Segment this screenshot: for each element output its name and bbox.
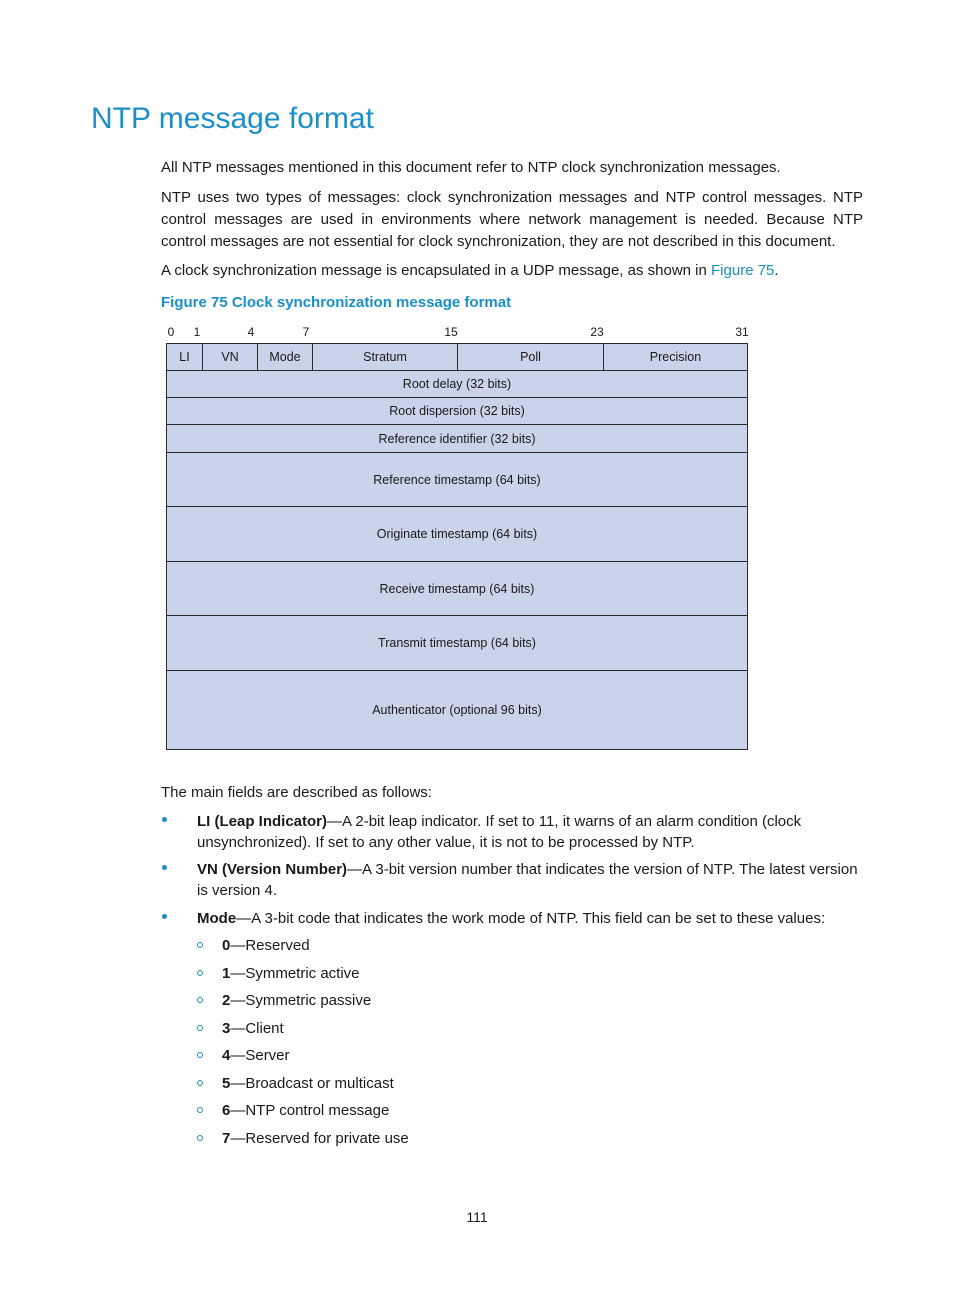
stratum-field: Stratum — [313, 344, 458, 370]
originate-timestamp-field: Originate timestamp (64 bits) — [376, 527, 538, 541]
bit-number: 1 — [193, 325, 201, 339]
encapsulation-period: . — [774, 262, 779, 279]
mode-description: —Symmetric passive — [230, 992, 372, 1009]
authenticator-row — [167, 671, 747, 749]
bullet-dot-icon — [162, 914, 167, 919]
receive-timestamp-row — [167, 562, 747, 616]
bullet-text: —A 3-bit version number that indicates the version of NTP. The latest version is version 4. — [197, 861, 858, 899]
mode-code: 4 — [222, 1047, 231, 1064]
figure-75-link[interactable]: Figure 75 — [711, 262, 775, 279]
page-number: 111 — [466, 1209, 488, 1225]
circle-bullet-icon — [197, 997, 203, 1003]
bit-number: 31 — [735, 325, 749, 339]
root-delay-field: Root delay (32 bits) — [402, 377, 512, 391]
precision-field: Precision — [649, 350, 702, 364]
root-delay-row — [167, 371, 747, 398]
mode-description: —Broadcast or multicast — [230, 1075, 394, 1092]
message-format-diagram — [166, 343, 748, 750]
bit-number: 15 — [444, 325, 458, 339]
bullet-term: VN (Version Number) — [197, 861, 348, 878]
mode-code: 7 — [222, 1130, 231, 1147]
mode-description: —Symmetric active — [230, 965, 360, 982]
root-dispersion-field: Root dispersion (32 bits) — [389, 404, 525, 418]
intro-paragraph: All NTP messages mentioned in this document refer to NTP clock synchronization messages. — [161, 159, 781, 176]
bullet-text: —A 3-bit code that indicates the work mode of NTP. This field can be set to these values: — [236, 910, 826, 927]
mode-description: —Client — [230, 1020, 284, 1037]
bit-number: 23 — [590, 325, 604, 339]
message-types-paragraph: NTP uses two types of messages: clock synchronization messages and NTP control messages. NTP control messages are used in environments where network management is needed. Because NTP control messages are not essential for clock synchronization, they are not described in this document. — [161, 189, 863, 250]
figure-caption: Figure 75 Clock synchronization message format — [161, 294, 512, 311]
root-dispersion-row — [167, 398, 747, 425]
circle-bullet-icon — [197, 1107, 203, 1113]
authenticator-field: Authenticator (optional 96 bits) — [372, 703, 542, 717]
encapsulation-paragraph — [161, 260, 863, 282]
receive-timestamp-field: Receive timestamp (64 bits) — [379, 581, 535, 596]
circle-bullet-icon — [197, 970, 203, 976]
mode-description: —Reserved for private use — [230, 1130, 409, 1147]
poll-field: Poll — [458, 344, 604, 370]
reference-identifier-field: Reference identifier (32 bits) — [378, 431, 536, 446]
bullet-text: —A 2-bit leap indicator. If set to 11, it warns of an alarm condition (clock unsynchronized). If set to any other value, it is not to be processed by NTP. — [197, 813, 802, 851]
mode-description: —Server — [230, 1047, 290, 1064]
reference-timestamp-row — [167, 453, 747, 507]
circle-bullet-icon — [197, 1052, 203, 1058]
bullet-term: LI (Leap Indicator) — [197, 813, 328, 830]
reference-identifier-row — [167, 425, 747, 453]
mode-description: —Reserved — [230, 937, 310, 954]
mode-code: 3 — [222, 1020, 231, 1037]
circle-bullet-icon — [197, 1135, 203, 1141]
bullet-dot-icon — [162, 865, 167, 870]
vn-field: VN — [203, 344, 258, 370]
bit-number: 0 — [167, 325, 175, 339]
mode-description: —NTP control message — [230, 1102, 390, 1119]
circle-bullet-icon — [197, 942, 203, 948]
encapsulation-text: A clock synchronization message is encapsulated in a UDP message, as shown in — [161, 262, 712, 279]
mode-code: 5 — [222, 1075, 231, 1092]
transmit-timestamp-field: Transmit timestamp (64 bits) — [378, 636, 536, 650]
circle-bullet-icon — [197, 1025, 203, 1031]
li-field: LI — [167, 344, 203, 370]
mode-code: 0 — [222, 937, 231, 954]
circle-bullet-icon — [197, 1080, 203, 1086]
bullet-term: Mode — [197, 910, 237, 927]
section-heading: NTP message format — [91, 102, 374, 135]
fields-intro: The main fields are described as follows: — [161, 784, 432, 801]
originate-timestamp-row — [167, 507, 747, 562]
transmit-timestamp-row — [167, 616, 747, 671]
bit-number: 7 — [302, 325, 310, 339]
bit-number: 4 — [247, 325, 255, 339]
bullet-dot-icon — [162, 817, 167, 822]
header-field-row — [167, 344, 747, 371]
mode-code: 1 — [222, 965, 231, 982]
mode-field: Mode — [258, 344, 313, 370]
mode-code: 2 — [222, 992, 231, 1009]
reference-timestamp-field: Reference timestamp (64 bits) — [373, 472, 541, 487]
mode-code: 6 — [222, 1102, 231, 1119]
